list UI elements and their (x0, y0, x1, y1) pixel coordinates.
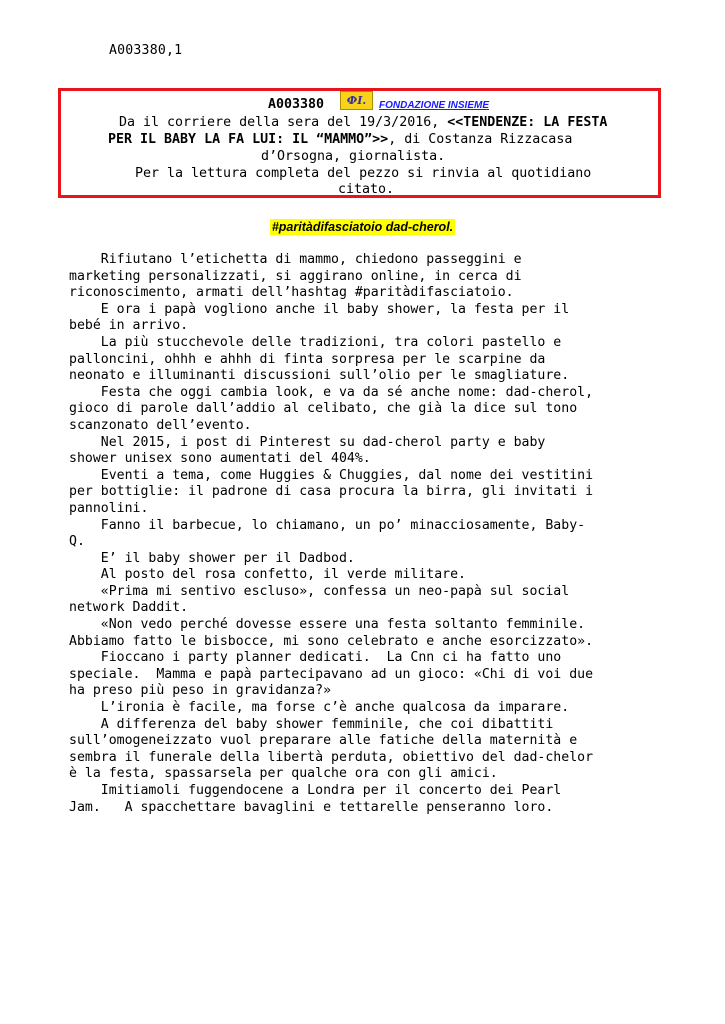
article-line: Eventi a tema, come Huggies & Chuggies, dal nome dei vestitini (69, 467, 594, 483)
article-line: Abbiamo fatto le bisbocce, mi sono celebrato e anche esorcizzato». (69, 633, 594, 649)
source-citation-box (58, 88, 661, 198)
article-line: E ora i papà vogliono anche il baby shower, la festa per il (69, 301, 570, 317)
citation-headline-part2: PER IL BABY LA FA LUI: IL “MAMMO”>> (108, 132, 389, 147)
article-line: Fioccano i party planner dedicati. La Cnn ci ha fatto uno (69, 650, 562, 666)
hashtag-highlight: #paritàdifasciatoio dad-cherol. (271, 220, 454, 234)
article-line: pannolini. (69, 500, 149, 516)
citation-source-text: Da il corriere della sera del 19/3/2016, (119, 115, 448, 130)
article-line: Festa che oggi cambia look, e va da sé anche nome: dad-cherol, (69, 384, 594, 400)
citation-line-note-end: citato. (338, 182, 395, 197)
article-line: bebé in arrivo. (69, 318, 189, 334)
article-line: Q. (69, 534, 85, 550)
article-line: E’ il baby shower per il Dadbod. (69, 550, 355, 566)
article-body (69, 252, 669, 816)
article-line: network Daddit. (69, 600, 189, 616)
article-line: Nel 2015, i post di Pinterest su dad-cherol party e baby (69, 434, 546, 450)
article-line: Imitiamoli fuggendocene a Londra per il concerto dei Pearl (69, 783, 562, 798)
article-line: Al posto del rosa confetto, il verde militare. (69, 567, 466, 583)
article-line: «Non vedo perché dovesse essere una festa soltanto femminile. (69, 617, 586, 633)
article-line: neonato e illuminanti discussioni sull’olio per le smagliature. (69, 368, 570, 384)
article-line: Fanno il barbecue, lo chiamano, un po’ minacciosamente, Baby- (69, 517, 586, 533)
citation-code: A003380 (268, 97, 325, 112)
citation-line-headline (108, 132, 572, 147)
citation-line-source (119, 115, 607, 130)
article-line: gioco di parole dall’addio al celibato, che già la dice sul tono (69, 401, 578, 417)
citation-line-note: Per la lettura completa del pezzo si rinvia al quotidiano (135, 166, 592, 181)
article-line: palloncini, ohhh e ahhh di finta sorpresa per le scarpine da (69, 351, 546, 367)
article-line: sull’omogeneizzato vuol preparare alle fatiche della maternità e (69, 733, 578, 749)
article-line: ha preso più peso in gravidanza?» (69, 683, 332, 699)
article-line: marketing personalizzati, si aggirano online, in cerca di (69, 268, 522, 284)
document-id: A003380,1 (109, 43, 183, 58)
hashtag-banner (0, 218, 725, 236)
article-line: è la festa, spassarsela per qualche ora con gli amici. (69, 766, 498, 782)
article-line: riconoscimento, armati dell’hashtag #paritàdifasciatoio. (69, 285, 514, 301)
article-line: sembra il funerale della libertà perduta, obiettivo del dad-chelor (69, 749, 594, 765)
citation-author: , di Costanza Rizzacasa (388, 132, 573, 147)
article-line: per bottiglie: il padrone di casa procura la birra, gli invitati i (69, 484, 594, 500)
article-line: speciale. Mamma e papà partecipavano ad un gioco: «Chi di voi due (69, 666, 594, 682)
article-line: «Prima mi sentivo escluso», confessa un neo-papà sul social (69, 583, 570, 599)
fondazione-link[interactable]: FONDAZIONE INSIEME (379, 100, 490, 111)
article-line: Jam. A spacchettare bavaglini e tettarelle penseranno loro. (69, 799, 554, 815)
article-line: L’ironia è facile, ma forse c’è anche qualcosa da imparare. (69, 700, 570, 716)
citation-headline-part1: <<TENDENZE: LA FESTA (447, 115, 608, 130)
fondazione-logo-icon: ФI. (340, 91, 373, 110)
article-line: Rifiutano l’etichetta di mammo, chiedono passeggini e (69, 252, 522, 267)
citation-line-role: d’Orsogna, giornalista. (261, 149, 446, 164)
article-line: scanzonato dell’evento. (69, 417, 252, 433)
article-line: shower unisex sono aumentati del 404%. (69, 451, 371, 467)
article-line: A differenza del baby shower femminile, che coi dibattiti (69, 716, 554, 732)
article-line: La più stucchevole delle tradizioni, tra colori pastello e (69, 334, 562, 350)
